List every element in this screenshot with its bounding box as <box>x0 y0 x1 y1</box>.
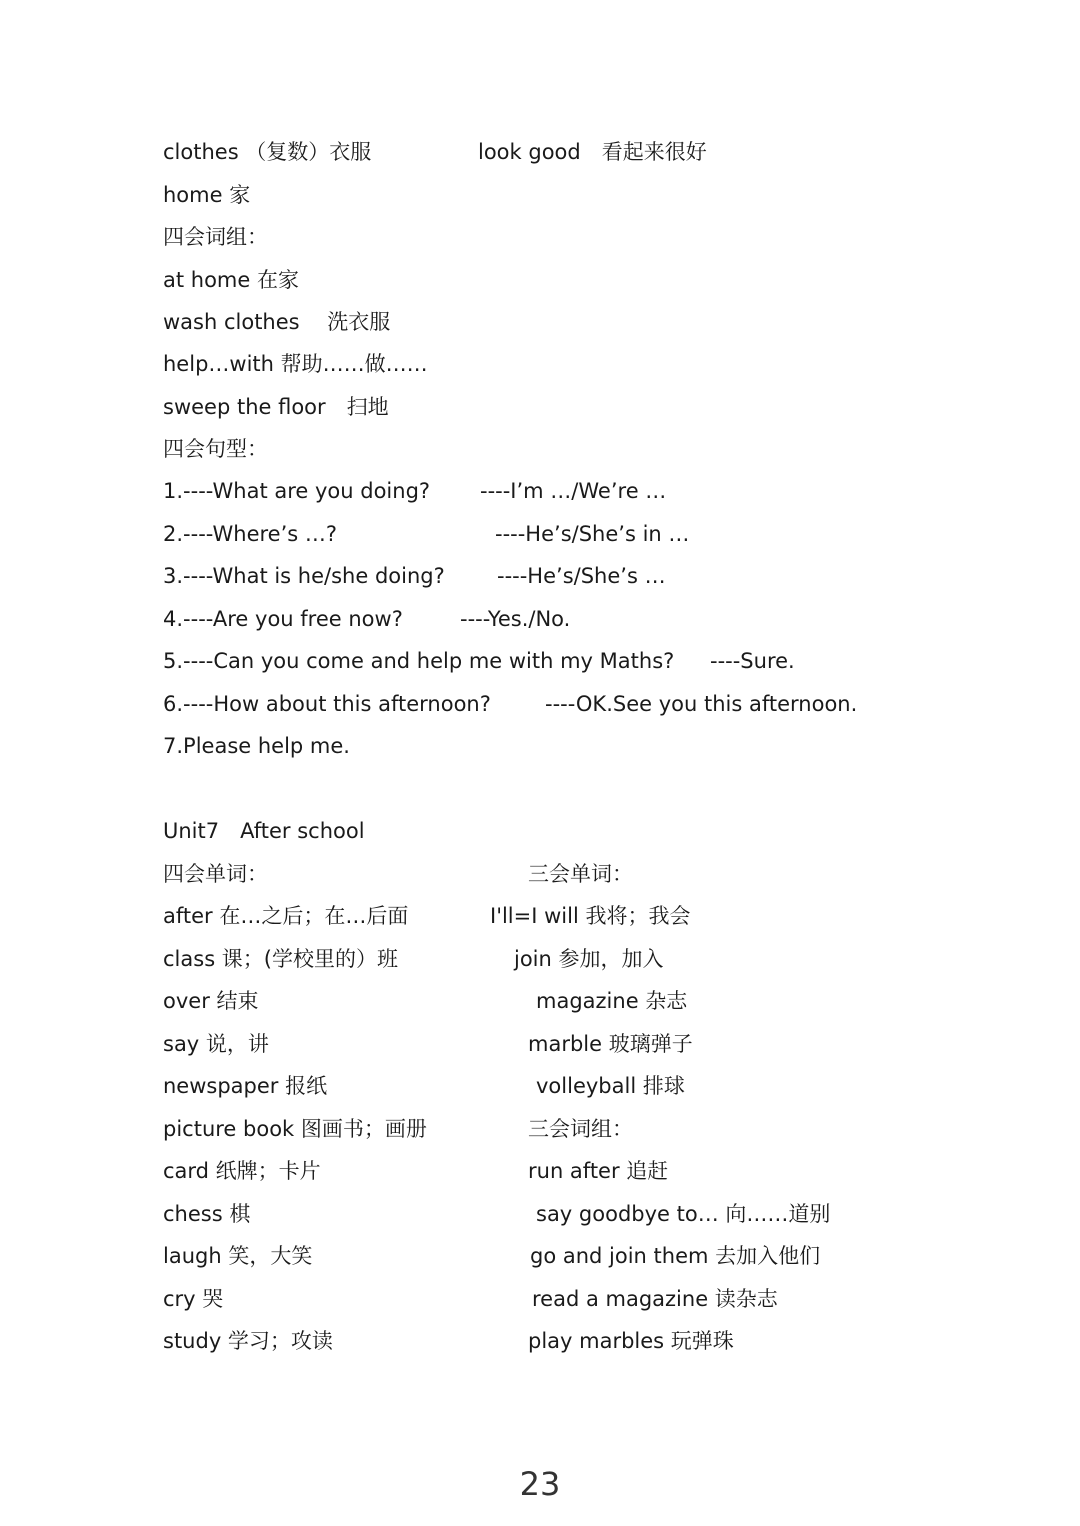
phrase-item: go and join them 去加入他们 <box>530 1244 821 1268</box>
phrase-item: at home 在家 <box>163 268 299 292</box>
phrase-item: say goodbye to… 向……道别 <box>536 1202 831 1226</box>
sentence-question: 5.----Can you come and help me with my Maths? <box>163 649 675 673</box>
sentence-question: 6.----How about this afternoon? <box>163 692 491 716</box>
vocab-clothes: clothes （复数）衣服 <box>163 140 372 164</box>
phrase-item: read a magazine 读杂志 <box>532 1287 778 1311</box>
phrase-item: run after 追赶 <box>528 1159 669 1183</box>
phrases-heading: 四会词组： <box>163 225 268 249</box>
sentence-question: 1.----What are you doing? <box>163 479 431 503</box>
word-item: newspaper 报纸 <box>163 1074 328 1098</box>
word-item: card 纸牌；卡片 <box>163 1159 321 1183</box>
sentence-question: 2.----Where’s …? <box>163 522 338 546</box>
phrase-item: sweep the floor 扫地 <box>163 395 389 419</box>
sentence-answer: ----OK.See you this afternoon. <box>545 692 858 716</box>
three-skill-phrases-heading: 三会词组： <box>528 1117 633 1141</box>
word-item: magazine 杂志 <box>536 989 688 1013</box>
phrase-item: wash clothes 洗衣服 <box>163 310 391 334</box>
sentence-question: 3.----What is he/she doing? <box>163 564 445 588</box>
sentence-7: 7.Please help me. <box>163 734 350 758</box>
page-number: 23 <box>519 1465 561 1503</box>
word-item: class 课；(学校里的）班 <box>163 947 398 971</box>
sentence-answer: ----Sure. <box>710 649 795 673</box>
sentences-heading: 四会句型： <box>163 437 268 461</box>
word-item: say 说，讲 <box>163 1032 269 1056</box>
word-item: after 在…之后；在…后面 <box>163 904 409 928</box>
unit-title: Unit7 After school <box>163 819 365 843</box>
word-item: chess 棋 <box>163 1202 251 1226</box>
sentence-answer: ----I’m …/We’re … <box>480 479 667 503</box>
sentence-answer: ----He’s/She’s … <box>497 564 666 588</box>
phrase-item: play marbles 玩弹珠 <box>528 1329 734 1353</box>
word-item: cry 哭 <box>163 1287 224 1311</box>
vocab-home: home 家 <box>163 183 251 207</box>
word-item: join 参加，加入 <box>514 947 664 971</box>
word-item: study 学习；攻读 <box>163 1329 333 1353</box>
word-item: over 结束 <box>163 989 259 1013</box>
sentence-question: 4.----Are you free now? <box>163 607 403 631</box>
vocab-look-good: look good 看起来很好 <box>478 140 707 164</box>
word-item: picture book 图画书；画册 <box>163 1117 427 1141</box>
sentence-answer: ----He’s/She’s in … <box>495 522 690 546</box>
word-item: I'll=I will 我将；我会 <box>490 904 691 928</box>
three-skill-words-heading: 三会单词： <box>528 862 633 886</box>
word-item: volleyball 排球 <box>536 1074 685 1098</box>
phrase-item: help…with 帮助……做…… <box>163 352 428 376</box>
word-item: marble 玻璃弹子 <box>528 1032 693 1056</box>
four-skill-words-heading: 四会单词： <box>163 862 268 886</box>
word-item: laugh 笑，大笑 <box>163 1244 313 1268</box>
sentence-answer: ----Yes./No. <box>460 607 571 631</box>
